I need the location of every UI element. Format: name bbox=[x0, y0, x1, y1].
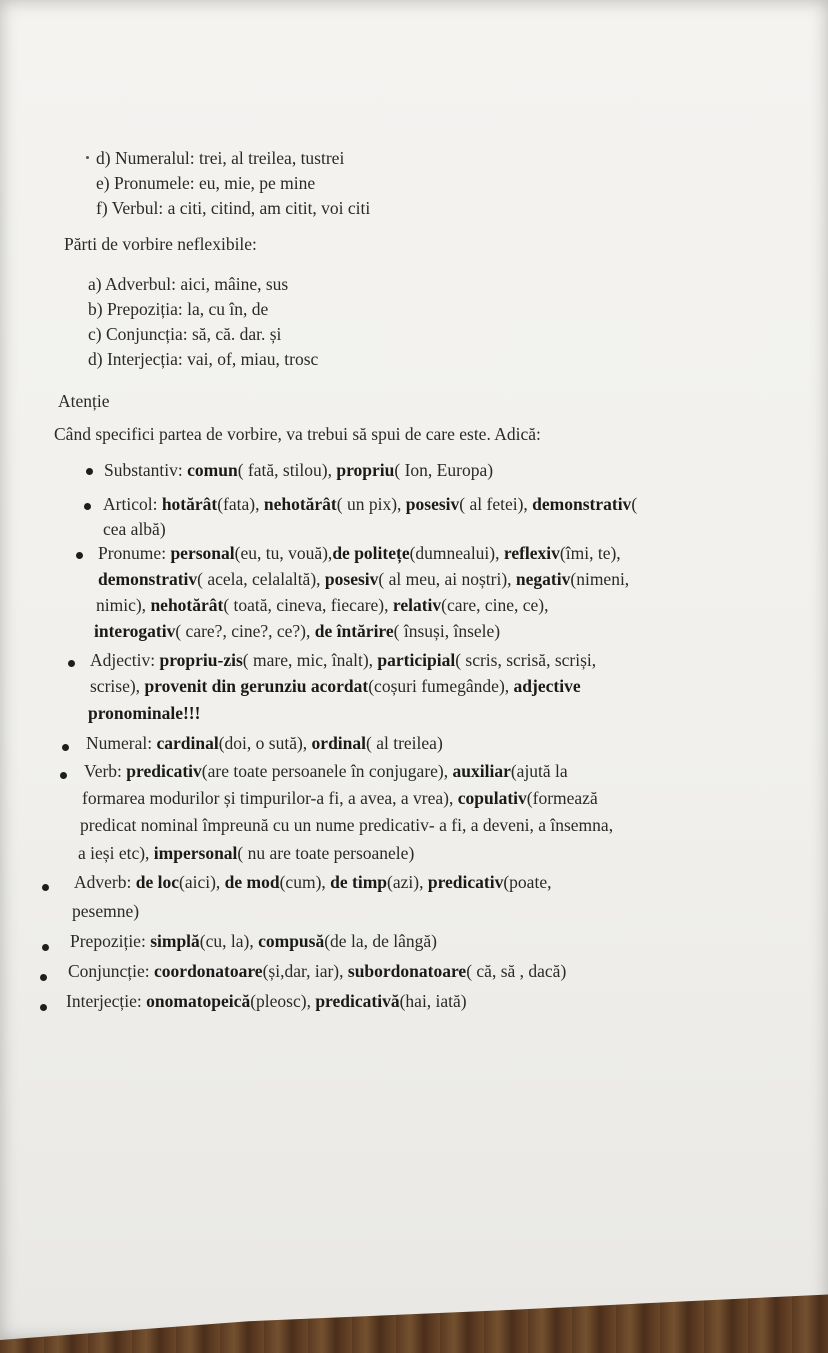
list-item-conjunctie: c) Conjuncția: să, că. dar. și bbox=[88, 324, 282, 344]
bullet-prepozitie: Prepoziție: simplă(cu, la), compusă(de la, de lângă) bbox=[70, 931, 437, 951]
bullet-dot bbox=[84, 503, 91, 510]
bullet-pronume: Pronume: personal(eu, tu, vouă),de politețe(dumnealui), reflexiv(îmi, te), bbox=[98, 543, 621, 563]
bullet-verb-cont-1: formarea modurilor și timpurilor-a fi, a avea, a vrea), copulativ(formează bbox=[82, 788, 598, 808]
bullet-numeral: Numeral: cardinal(doi, o sută), ordinal( al treilea) bbox=[86, 733, 443, 753]
bullet-interjectie: Interjecție: onomatopeică(pleosc), predicativă(hai, iată) bbox=[66, 991, 467, 1011]
bullet-conjunctie: Conjuncție: coordonatoare(și,dar, iar), subordonatoare( că, să , dacă) bbox=[68, 961, 567, 981]
bullet-verb-cont-3: a ieși etc), impersonal( nu are toate persoanele) bbox=[78, 843, 415, 863]
bullet-dot bbox=[42, 884, 49, 891]
bullet-dot bbox=[76, 552, 83, 559]
list-item-adverb: a) Adverbul: aici, mâine, sus bbox=[88, 274, 289, 294]
bullet-pronume-cont-1: demonstrativ( acela, celalaltă), posesiv( al meu, ai noștri), negativ(nimeni, bbox=[98, 569, 630, 589]
bullet-dot bbox=[40, 1004, 47, 1011]
list-item-numeral: d) Numeralul: trei, al treilea, tustrei bbox=[96, 148, 345, 168]
list-item-prepozitie: b) Prepoziția: la, cu în, de bbox=[88, 299, 269, 319]
bullet-pronume-cont-3: interogativ( care?, cine?, ce?), de întărire( însuși, însele) bbox=[94, 621, 501, 641]
bullet-adjectiv: Adjectiv: propriu-zis( mare, mic, înalt), participial( scris, scrisă, scriși, bbox=[90, 650, 597, 670]
bullet-verb-cont-2: predicat nominal împreună cu un nume predicativ- a fi, a deveni, a însemna, bbox=[80, 815, 614, 835]
bullet-substantiv: Substantiv: comun( fată, stilou), propriu( Ion, Europa) bbox=[104, 460, 494, 480]
bullet-dot bbox=[68, 660, 75, 667]
bullet-dot bbox=[40, 974, 47, 981]
bullet-verb: Verb: predicativ(are toate persoanele în conjugare), auxiliar(ajută la bbox=[84, 761, 568, 781]
atentie-heading: Atenție bbox=[58, 391, 110, 411]
bullet-adverb: Adverb: de loc(aici), de mod(cum), de timp(azi), predicativ(poate, bbox=[74, 872, 552, 892]
bullet-dot bbox=[60, 772, 67, 779]
bullet-dot bbox=[42, 944, 49, 951]
intro-sentence: Când specifici partea de vorbire, va trebui să spui de care este. Adică: bbox=[54, 424, 541, 444]
bullet-pronume-cont-2: nimic), nehotărât( toată, cineva, fiecare), relativ(care, cine, ce), bbox=[96, 595, 549, 615]
bullet-adverb-cont: pesemne) bbox=[72, 901, 140, 921]
neflexibile-heading: Părti de vorbire neflexibile: bbox=[64, 234, 257, 254]
bullet-adjectiv-cont-2: pronominale!!! bbox=[88, 703, 201, 723]
bullet-dot bbox=[62, 744, 69, 751]
list-item-verb: f) Verbul: a citi, citind, am citit, voi citi bbox=[96, 198, 371, 218]
ink-dot bbox=[86, 156, 89, 159]
bullet-articol-cont: cea albă) bbox=[103, 519, 166, 539]
list-item-interjectie: d) Interjecția: vai, of, miau, trosc bbox=[88, 349, 319, 369]
bullet-articol: Articol: hotărât(fata), nehotărât( un pix), posesiv( al fetei), demonstrativ( bbox=[103, 494, 638, 514]
bullet-dot bbox=[86, 468, 93, 475]
bullet-adjectiv-cont-1: scrise), provenit din gerunziu acordat(coșuri fumegânde), adjective bbox=[90, 676, 581, 696]
list-item-pronume: e) Pronumele: eu, mie, pe mine bbox=[96, 173, 316, 193]
